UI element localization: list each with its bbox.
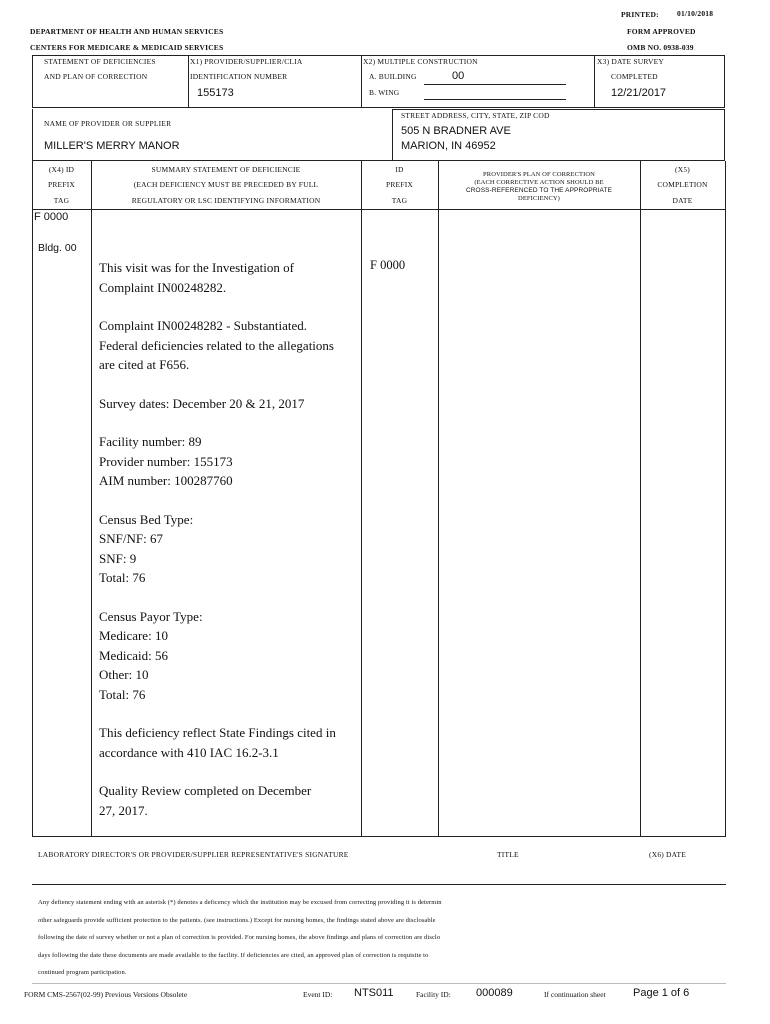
x3-label-line2: COMPLETED [611,72,658,81]
plan-header-line2: (EACH CORRECTIVE ACTION SHOULD BE [474,179,604,186]
wing-label: B. WING [369,88,400,97]
event-id-field: NTS011 [354,987,394,999]
x2-label: X2) MULTIPLE CONSTRUCTION [363,57,478,66]
x1-label-line2: IDENTIFICATION NUMBER [190,72,288,81]
paragraph [99,316,359,375]
text-line: SNF: 9 [99,550,137,566]
text-line: accordance with 410 IAC 16.2-3.1 [99,744,279,760]
text-line: Medicare: 10 [99,628,168,643]
building-field: 00 [452,70,465,82]
summary-header-line2: (EACH DEFICIENCY MUST BE PRECEDED BY FULL [133,180,319,189]
id-header-line3: TAG [391,196,408,205]
text-line: Federal deficiencies related to the allegations [99,337,334,353]
event-id-label: Event ID: [303,990,333,999]
disclaimer-line: days following the date these documents are made available to the facility. If deficiencies are cited, an approved plan of correction is requisite to [38,951,429,959]
text-line: This visit was for the Investigation of [99,260,294,275]
text-line: Census Bed Type: [99,511,194,527]
statement-label-line1: STATEMENT OF DEFICIENCIES [44,57,156,66]
text-line: Census Payor Type: [99,608,203,624]
x4-header-line3: TAG [53,196,70,205]
signature-label: LABORATORY DIRECTOR'S OR PROVIDER/SUPPLIER REPRESENTATIVE'S SIGNATURE [38,850,349,859]
address-line1: 505 N BRADNER AVE [401,125,511,137]
x4-header-line2: PREFIX [47,180,76,189]
text-line: Complaint IN00248282 - Substantiated. [99,318,307,333]
text-line: SNF/NF: 67 [99,531,163,546]
page-number: Page 1 of 6 [633,987,690,999]
disclaimer [38,894,728,982]
plan-header-line3: CROSS-REFERENCED TO THE APPROPRIATE [465,187,613,194]
provider-name-label: NAME OF PROVIDER OR SUPPLIER [44,119,172,128]
survey-date-field: 12/21/2017 [611,87,667,99]
x6-date-label: (X6) DATE [649,850,687,859]
paragraph [99,394,359,414]
x5-header-line3: DATE [672,196,693,205]
id-header-line2: PREFIX [385,180,414,189]
paragraph [99,781,359,820]
text-line: AIM number: 100287760 [99,473,233,488]
omb-number: OMB NO. 0938-039 [627,43,694,52]
text-line: Total: 76 [99,570,146,585]
text-line: Provider number: 155173 [99,453,233,469]
paragraph [99,432,359,491]
paragraph [99,723,359,762]
title-label: TITLE [497,850,519,859]
department-title: DEPARTMENT OF HEALTH AND HUMAN SERVICES [30,27,224,36]
form-number: FORM CMS-2567(02-99) Previous Versions Obsolete [24,990,188,999]
plan-header-line1: PROVIDER'S PLAN OF CORRECTION [483,171,595,178]
x4-header-line1: (X4) ID [48,165,75,174]
paragraph [99,510,359,588]
text-line: Total: 76 [99,686,146,702]
disclaimer-line: continued program participation. [38,969,127,976]
x5-header-line1: (X5) [675,165,690,174]
disclaimer-line: other safeguards provide sufficient protection to the patients. (see instructions.) Except for nursing homes, the findings stated above are disclosable [38,916,436,924]
provider-id-field: 155173 [197,87,234,99]
text-line: Facility number: 89 [99,434,202,449]
address-label: STREET ADDRESS, CITY, STATE, ZIP COD [401,111,550,120]
x1-label-line1: X1) PROVIDER/SUPPLIER/CLIA [190,57,303,66]
summary-header-line1: SUMMARY STATEMENT OF DEFICIENCIE [151,165,301,174]
plan-header-line4: DEFICIENCY) [518,195,560,202]
deficiency-summary [99,258,359,820]
text-line: 27, 2017. [99,802,148,818]
address-line2: MARION, IN 46952 [401,140,496,152]
paragraph [99,607,359,705]
building-label: A. BUILDING [369,72,417,81]
centers-title: CENTERS FOR MEDICARE & MEDICAID SERVICES [30,43,224,52]
text-line: Other: 10 [99,667,149,682]
building-tag: Bldg. 00 [38,242,77,254]
disclaimer-line: Any defiency statement ending with an asterisk (*) denotes a deficency which the institution may be excused from correcting providing it is determin [38,899,442,906]
text-line: Survey dates: December 20 & 21, 2017 [99,395,305,411]
text-line: This deficiency reflect State Findings cited in [99,725,336,740]
facility-id-field: 000089 [476,987,513,999]
facility-id-label: Facility ID: [416,990,451,999]
right-tag: F 0000 [370,258,406,272]
left-tag: F 0000 [34,211,69,223]
id-header-line1: ID [395,165,404,174]
x5-header-line2: COMPLETION [657,180,708,189]
paragraph [99,258,359,297]
text-line: Medicaid: 56 [99,647,168,663]
text-line: Quality Review completed on December [99,783,312,798]
continuation-label: If continuation sheet [544,990,606,999]
x3-label-line1: X3) DATE SURVEY [597,57,664,66]
printed-label: PRINTED: [621,10,659,19]
printed-date: 01/10/2018 [677,9,714,18]
text-line: Complaint IN00248282. [99,279,227,295]
summary-header-line3: REGULATORY OR LSC IDENTIFYING INFORMATION [131,196,321,205]
text-line: are cited at F656. [99,357,190,372]
provider-name-field: MILLER'S MERRY MANOR [44,140,180,152]
disclaimer-line: following the date of survey whether or not a plan of correction is provided. For nursing homes, the above findings and plans of correction are disclo [38,934,441,941]
form-approved: FORM APPROVED [627,27,696,36]
statement-label-line2: AND PLAN OF CORRECTION [44,72,148,81]
